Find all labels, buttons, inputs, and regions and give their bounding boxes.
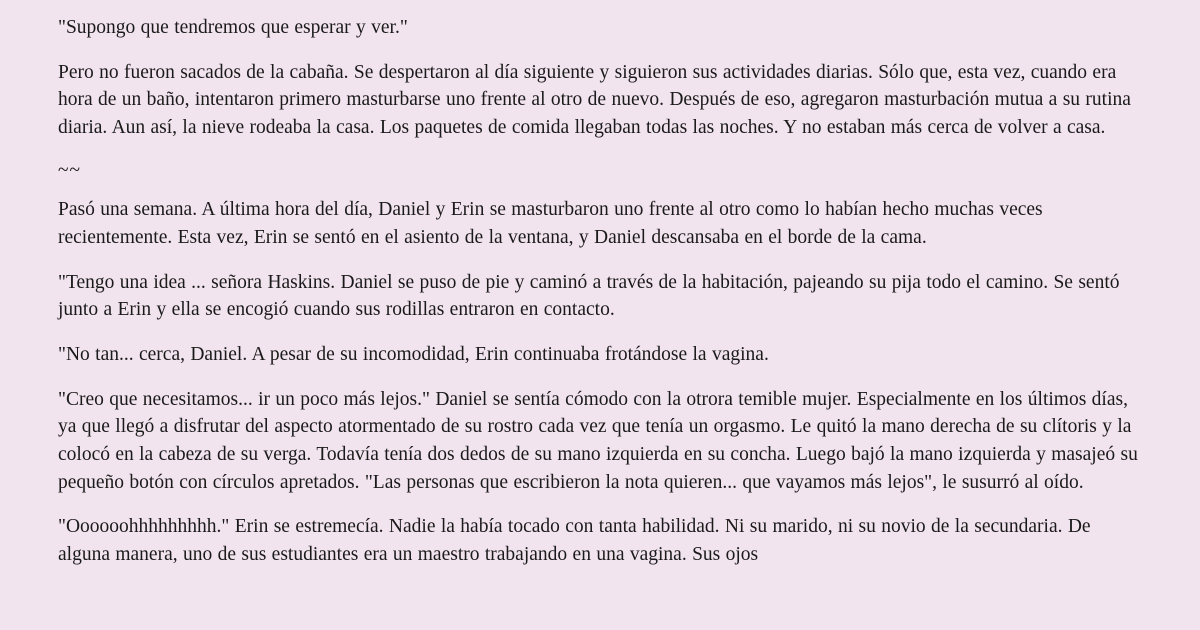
section-separator: ~~: [58, 159, 82, 181]
paragraph: "No tan... cerca, Daniel. A pesar de su incomodidad, Erin continuaba frotándose la vagina.: [58, 343, 769, 365]
paragraph: "Oooooohhhhhhhhh." Erin se estremecía. Nadie la había tocado con tanta habilidad. Ni su marido, ni su novio de la secundaria. De alguna manera, uno de sus estudiantes era un maestro trabajando en una vagina. Sus ojos: [58, 516, 1091, 566]
paragraph: "Tengo una idea ... señora Haskins. Daniel se puso de pie y caminó a través de la habitación, pajeando su pija todo el camino. Se sentó junto a Erin y ella se encogió cuando sus rodillas entraron en contacto.: [58, 271, 1120, 321]
paragraph: Pasó una semana. A última hora del día, Daniel y Erin se masturbaron uno frente al otro como lo habían hecho muchas veces recientemente. Esta vez, Erin se sentó en el asiento de la ventana, y Daniel descansaba en el borde de la cama.: [58, 199, 1043, 248]
paragraph: Pero no fueron sacados de la cabaña. Se despertaron al día siguiente y siguieron sus actividades diarias. Sólo que, esta vez, cuando era hora de un baño, intentaron primero masturbarse uno frente al otro de nuevo. Después de eso, agregaron masturbación mutua a su rutina diaria. Aun así, la nieve rodeaba la casa. Los paquetes de comida llegaban todas las noches. Y no estaban más cerca de volver a casa.: [58, 61, 1131, 139]
paragraph: "Creo que necesitamos... ir un poco más lejos." Daniel se sentía cómodo con la otrora temible mujer. Especialmente en los últimos días, ya que llegó a disfrutar del aspecto atormentado de su rostro cada vez que tenía un orgasmo. Le quitó la mano derecha de su clítoris y la colocó en la cabeza de su verga. Todavía tenía dos dedos de su mano izquierda en su concha. Luego bajó la mano izquierda y masajeó su pequeño botón con círculos apretados. "Las personas que escribieron la nota quieren... que vayamos más lejos", le susurró al oído.: [58, 388, 1138, 493]
paragraph: "Supongo que tendremos que esperar y ver.": [58, 17, 408, 38]
